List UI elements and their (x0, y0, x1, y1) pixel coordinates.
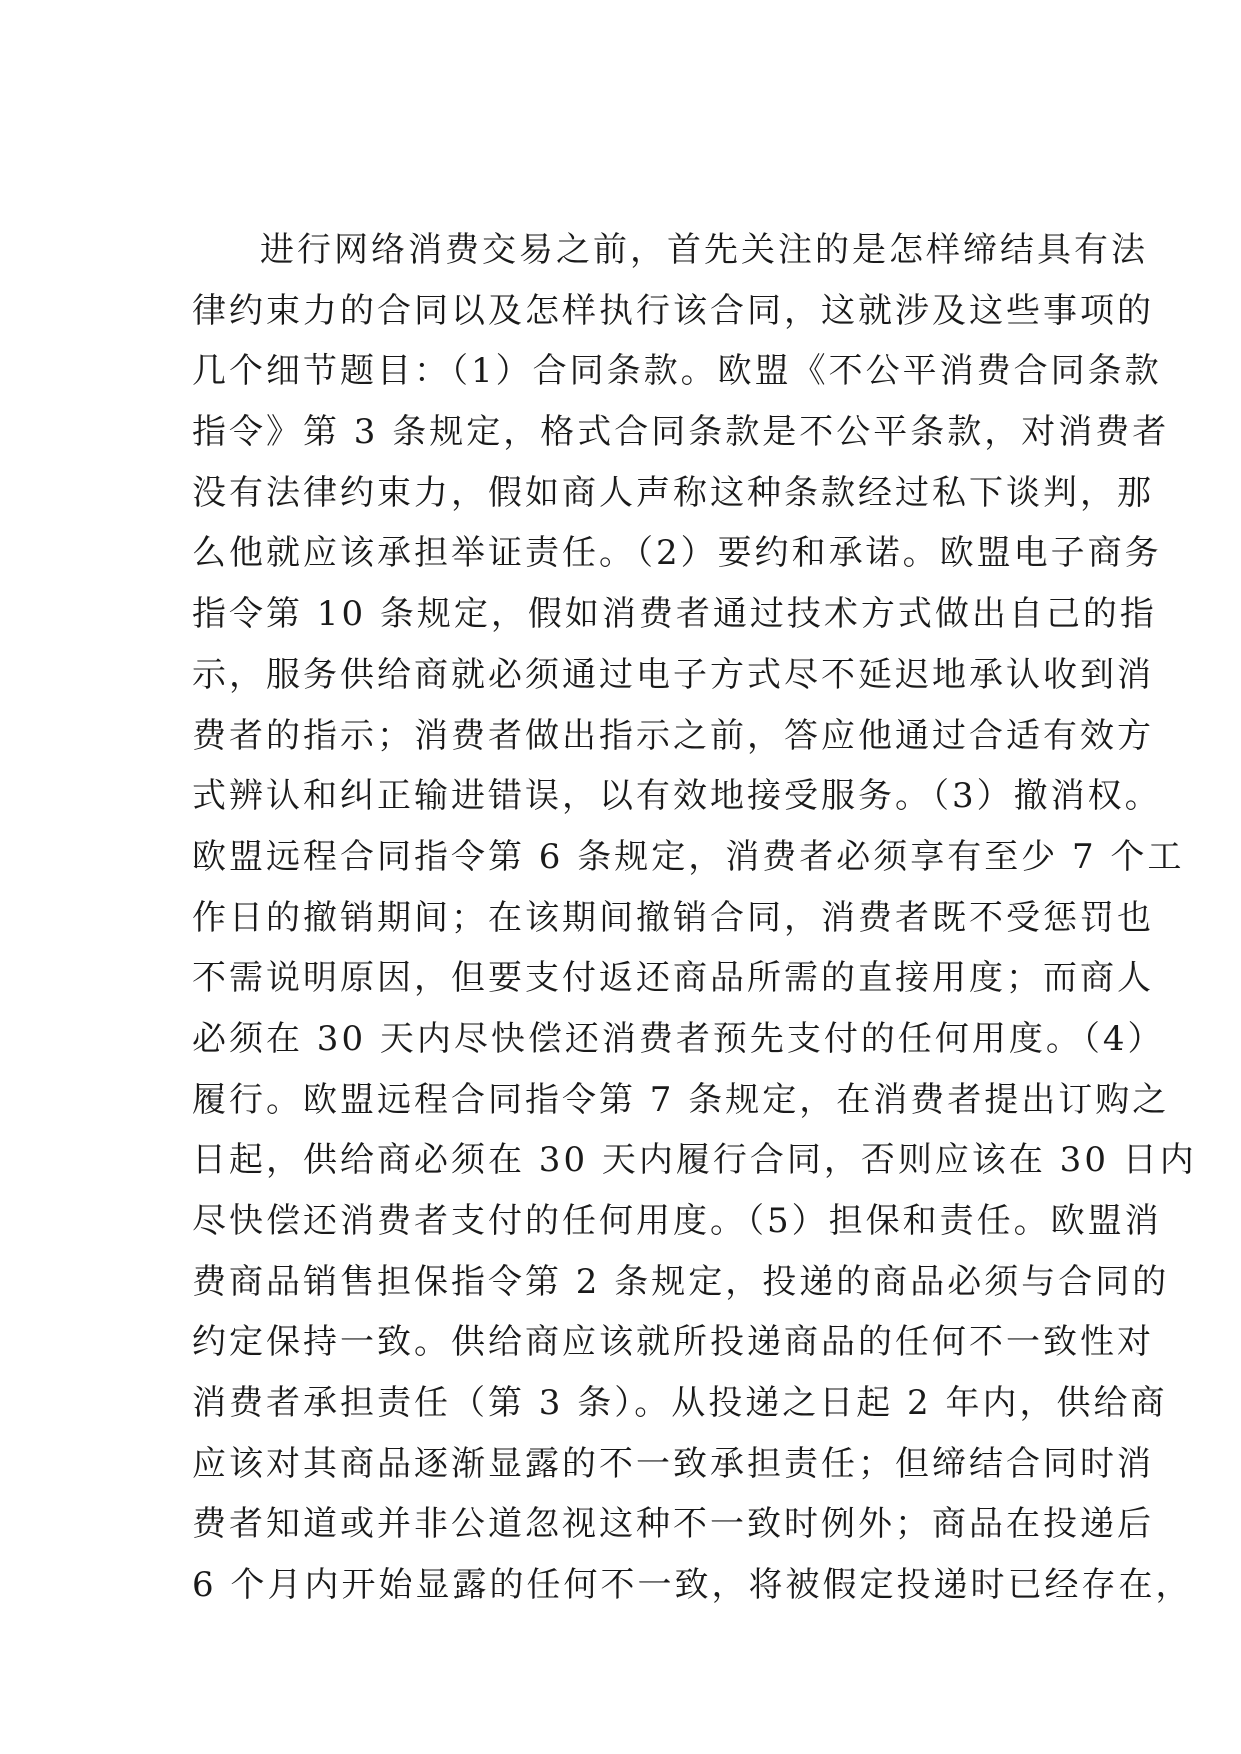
text-line: 应该对其商品逐渐显露的不一致承担责任；但缔结合同时消 (192, 1443, 1154, 1484)
text-line: 消费者承担责任（第 3 条）。从投递之日起 2 年内，供给商 (192, 1383, 1168, 1424)
text-line: 么他就应该承担举证责任。（2）要约和承诺。欧盟电子商务 (192, 533, 1162, 574)
text-line: 费者的指示；消费者做出指示之前，答应他通过合适有效方 (192, 715, 1154, 756)
text-line: 示，服务供给商就必须通过电子方式尽不延迟地承认收到消 (192, 654, 1154, 695)
text-line: 必须在 30 天内尽快偿还消费者预先支付的任何用度。（4） (192, 1018, 1165, 1059)
text-line: 式辨认和纠正输进错误，以有效地接受服务。（3）撤消权。 (192, 776, 1162, 817)
text-line: 几个细节题目：（1）合同条款。欧盟《不公平消费合同条款 (192, 351, 1162, 392)
text-line: 律约束力的合同以及怎样执行该合同，这就涉及这些事项的 (192, 290, 1154, 331)
text-line: 作日的撤销期间；在该期间撤销合同，消费者既不受惩罚也 (192, 897, 1154, 938)
text-line: 尽快偿还消费者支付的任何用度。（5）担保和责任。欧盟消 (192, 1201, 1162, 1241)
text-line: 指令第 10 条规定，假如消费者通过技术方式做出自己的指 (192, 594, 1157, 635)
text-line: 不需说明原因，但要支付返还商品所需的直接用度；而商人 (192, 958, 1154, 999)
body-paragraph (192, 220, 1197, 1616)
text-line: 约定保持一致。供给商应该就所投递商品的任何不一致性对 (192, 1322, 1154, 1363)
text-line: 履行。欧盟远程合同指令第 7 条规定，在消费者提出订购之 (192, 1079, 1170, 1120)
text-line: 日起，供给商必须在 30 天内履行合同，否则应该在 30 日内 (192, 1140, 1197, 1181)
text-line: 指令》第 3 条规定，格式合同条款是不公平条款，对消费者 (192, 412, 1170, 453)
text-line: 费者知道或并非公道忽视这种不一致时例外；商品在投递后 (192, 1504, 1154, 1545)
text-line: 费商品销售担保指令第 2 条规定，投递的商品必须与合同的 (192, 1261, 1170, 1302)
text-line: 欧盟远程合同指令第 6 条规定，消费者必须享有至少 7 个工 (192, 836, 1185, 877)
text-line: 6 个月内开始显露的任何不一致，将被假定投递时已经存在， (192, 1565, 1193, 1606)
text-line: 进行网络消费交易之前，首先关注的是怎样缔结具有法 (260, 230, 1148, 270)
text-line: 没有法律约束力，假如商人声称这种条款经过私下谈判，那 (192, 472, 1154, 513)
